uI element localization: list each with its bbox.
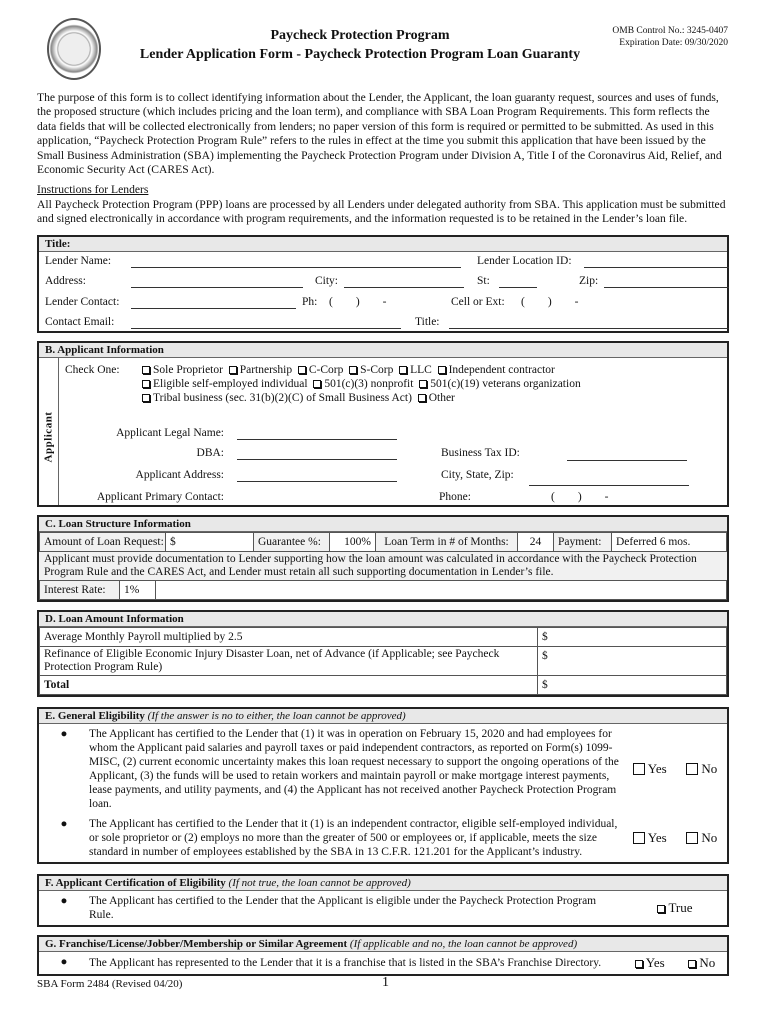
email-label: Contact Email: (45, 315, 115, 328)
form-body (37, 91, 730, 976)
state-label: St: (477, 274, 490, 287)
bullet-icon: ● (60, 955, 68, 968)
section-general-eligibility (37, 707, 729, 864)
cell-label: Cell or Ext: (451, 295, 505, 308)
check-one-label: Check One: (65, 363, 120, 376)
form-number: SBA Form 2484 (Revised 04/20) (37, 978, 183, 990)
location-id-label: Lender Location ID: (477, 254, 572, 267)
cell-field[interactable]: ( ) - (521, 295, 579, 308)
lender-name-label: Lender Name: (45, 254, 112, 267)
eligibility-item-2: The Applicant has certified to the Lender that it (1) is an independent contractor, eligible self-employed individual, or sole proprietor or (2) employs no more than the greater of 500 or employees or, if applicable, meets the size standard in number of employees established by the SBA in 13 C.F.R. 121.201 for the Applicant’s industry. (89, 817, 618, 858)
section-applicant-information (37, 341, 729, 507)
option-independent-contractor[interactable]: Independent contractor (438, 364, 555, 376)
contact-label: Lender Contact: (45, 295, 120, 308)
omb-control: OMB Control No.: 3245-0407 (612, 26, 728, 36)
option-501c3[interactable]: 501(c)(3) nonprofit (313, 378, 413, 390)
franchise-no[interactable]: No (688, 955, 715, 971)
lender-name-field[interactable] (131, 267, 461, 268)
section-d-title: D. Loan Amount Information (39, 612, 727, 627)
address-label: Applicant Address: (135, 468, 224, 481)
eligibility-item-1: The Applicant has certified to the Lender that (1) it was in operation on February 15, 2020 and had employees for whom the Applicant paid salaries and payroll taxes or paid independent contractors, as reported on Form(s) 1099-MISC, (2) current economic uncertainty makes this loan request necessary to support the ongoing operations of the Applicant, (3) the funds will be used to retain workers and maintain payroll or make mortgage interest payments, lease payments, and utility payments, and (4) the Applicant has not received another Paycheck Protection Program loan. (89, 727, 619, 810)
bullet-icon: ● (60, 727, 68, 740)
section-f-note: (If not true, the loan cannot be approved) (228, 876, 411, 889)
amount-field[interactable]: $ (166, 532, 254, 551)
term-value: 24 (518, 532, 554, 551)
total-field[interactable]: $ (538, 675, 727, 694)
title-field[interactable] (449, 328, 729, 329)
franchise-item: The Applicant has represented to the Lender that it is a franchise that is listed in the SBA’s Franchise Directory. (89, 956, 602, 969)
address-field[interactable] (131, 287, 303, 288)
eligibility-1-yes[interactable]: Yes (633, 761, 667, 777)
guarantee-label: Guarantee %: (254, 532, 330, 551)
tax-id-field[interactable] (567, 460, 687, 461)
primary-contact-label: Applicant Primary Contact: (96, 490, 224, 503)
zip-label: Zip: (579, 274, 599, 287)
legal-name-label: Applicant Legal Name: (116, 426, 224, 439)
eligibility-2-yes[interactable]: Yes (633, 830, 667, 846)
payment-value: Deferred 6 mos. (612, 532, 727, 551)
applicant-address-field[interactable] (237, 481, 397, 482)
section-c-title: C. Loan Structure Information (39, 517, 727, 532)
payroll-amount-field[interactable]: $ (538, 627, 727, 646)
section-certification (37, 874, 729, 927)
interest-rate-value: 1% (120, 581, 156, 600)
bullet-icon: ● (60, 817, 68, 830)
section-loan-structure (37, 515, 729, 602)
table-row: Refinance of Eligible Economic Injury Disaster Loan, net of Advance (if Applicable; see Paycheck Protection Program Rule) $ (40, 646, 727, 675)
option-sole-proprietor[interactable]: Sole Proprietor (142, 364, 223, 376)
option-partnership[interactable]: Partnership (229, 364, 292, 376)
city-state-zip-field[interactable] (529, 485, 689, 486)
eligibility-1-no[interactable]: No (686, 761, 717, 777)
payment-label: Payment: (554, 532, 612, 551)
option-llc[interactable]: LLC (399, 364, 432, 376)
email-field[interactable] (131, 328, 401, 329)
bullet-icon: ● (60, 894, 68, 907)
section-g-note: (If applicable and no, the loan cannot be approved) (349, 937, 578, 950)
zip-field[interactable] (604, 287, 729, 288)
title-label: Title: (415, 315, 440, 328)
documentation-note: Applicant must provide documentation to Lender supporting how the loan amount was calculated in accordance with the Paycheck Protection Program Rule and the CARES Act, and Lender must retain all such supporting documentation in Lender’s file. (39, 552, 727, 581)
franchise-yes[interactable]: Yes (635, 955, 665, 971)
expiration-date: Expiration Date: 09/30/2020 (619, 38, 728, 48)
guarantee-value: 100% (330, 532, 376, 551)
intro-paragraph: The purpose of this form is to collect identifying information about the Lender, the Applicant, the loan guaranty request, sources and uses of funds, the proposed structure (which includes pricing and the loan term), and compliance with SBA Loan Program Requirements. This form reflects the data fields that will be collected electronically from lenders; no paper version of this form is required or permitted to be submitted. As used in this application, “Paycheck Protection Program Rule” refers to the rules in effect at the time you submit this application that have been issued by the Small Business Administration (SBA) implementing the Paycheck Protection Program under Division A, Title I of the Coronavirus Aid, Relief, and Economic Security Act (CARES Act). (37, 91, 722, 177)
section-e-title: E. General Eligibility (45, 709, 145, 722)
phone-label: Ph: (302, 295, 318, 308)
dba-field[interactable] (237, 459, 397, 460)
option-s-corp[interactable]: S-Corp (349, 364, 393, 376)
form-subtitle: Lender Application Form - Paycheck Protection Program Loan Guaranty (139, 47, 581, 62)
address-label: Address: (45, 274, 86, 287)
instructions-heading: Instructions for Lenders (37, 183, 149, 197)
form-title: Paycheck Protection Program (270, 28, 450, 43)
table-row: Average Monthly Payroll multiplied by 2.5 $ (40, 627, 727, 646)
section-franchise (37, 935, 729, 976)
city-field[interactable] (344, 287, 464, 288)
section-b-title: B. Applicant Information (39, 343, 727, 358)
section-loan-amount (37, 610, 729, 697)
eligibility-2-no[interactable]: No (686, 830, 717, 846)
page-number: 1 (382, 975, 389, 990)
tax-id-label: Business Tax ID: (441, 446, 520, 459)
phone-field[interactable]: ( ) - (551, 490, 609, 503)
term-label: Loan Term in # of Months: (376, 532, 518, 551)
eligibility-row-2 (39, 814, 727, 862)
phone-label: Phone: (439, 490, 471, 503)
section-g-title: G. Franchise/License/Jobber/Membership or Similar Agreement (45, 937, 348, 950)
certification-true-checkbox[interactable]: True (657, 900, 692, 916)
option-tribal-business[interactable]: Tribal business (sec. 31(b)(2)(C) of Small Business Act) (142, 392, 412, 404)
table-row: Total $ (40, 675, 727, 694)
certification-item: The Applicant has certified to the Lender that the Applicant is eligible under the Paycheck Protection Program Rule. (89, 894, 597, 921)
contact-field[interactable] (131, 308, 296, 309)
instructions-text: All Paycheck Protection Program (PPP) loans are processed by all Lenders under delegated authority from SBA. This application must be submitted and signed electronically in accordance with program requirements, and the information requested is to be retained in the Lender’s loan file. (37, 197, 726, 226)
phone-field[interactable]: ( ) - (329, 295, 387, 308)
option-501c19[interactable]: 501(c)(19) veterans organization (419, 378, 581, 390)
applicant-side-label: Applicant (42, 411, 55, 463)
eligibility-row-1 (39, 724, 727, 814)
city-label: City: (315, 274, 339, 287)
eidl-refinance-field[interactable]: $ (538, 646, 727, 675)
legal-name-field[interactable] (237, 439, 397, 440)
section-f-title: F. Applicant Certification of Eligibility (45, 876, 226, 889)
state-field[interactable] (499, 287, 537, 288)
option-self-employed[interactable]: Eligible self-employed individual (142, 378, 308, 390)
section-lender-information (37, 235, 729, 333)
option-other[interactable]: Other (418, 392, 455, 404)
section-e-note: (If the answer is no to either, the loan cannot be approved) (147, 709, 406, 722)
dba-label: DBA: (196, 446, 224, 459)
city-state-zip-label: City, State, Zip: (441, 468, 514, 481)
option-c-corp[interactable]: C-Corp (298, 364, 344, 376)
interest-rate-label: Interest Rate: (40, 581, 120, 600)
location-id-field[interactable] (584, 267, 729, 268)
section-a-title: Title: (39, 237, 727, 252)
amount-label: Amount of Loan Request: (40, 532, 166, 551)
